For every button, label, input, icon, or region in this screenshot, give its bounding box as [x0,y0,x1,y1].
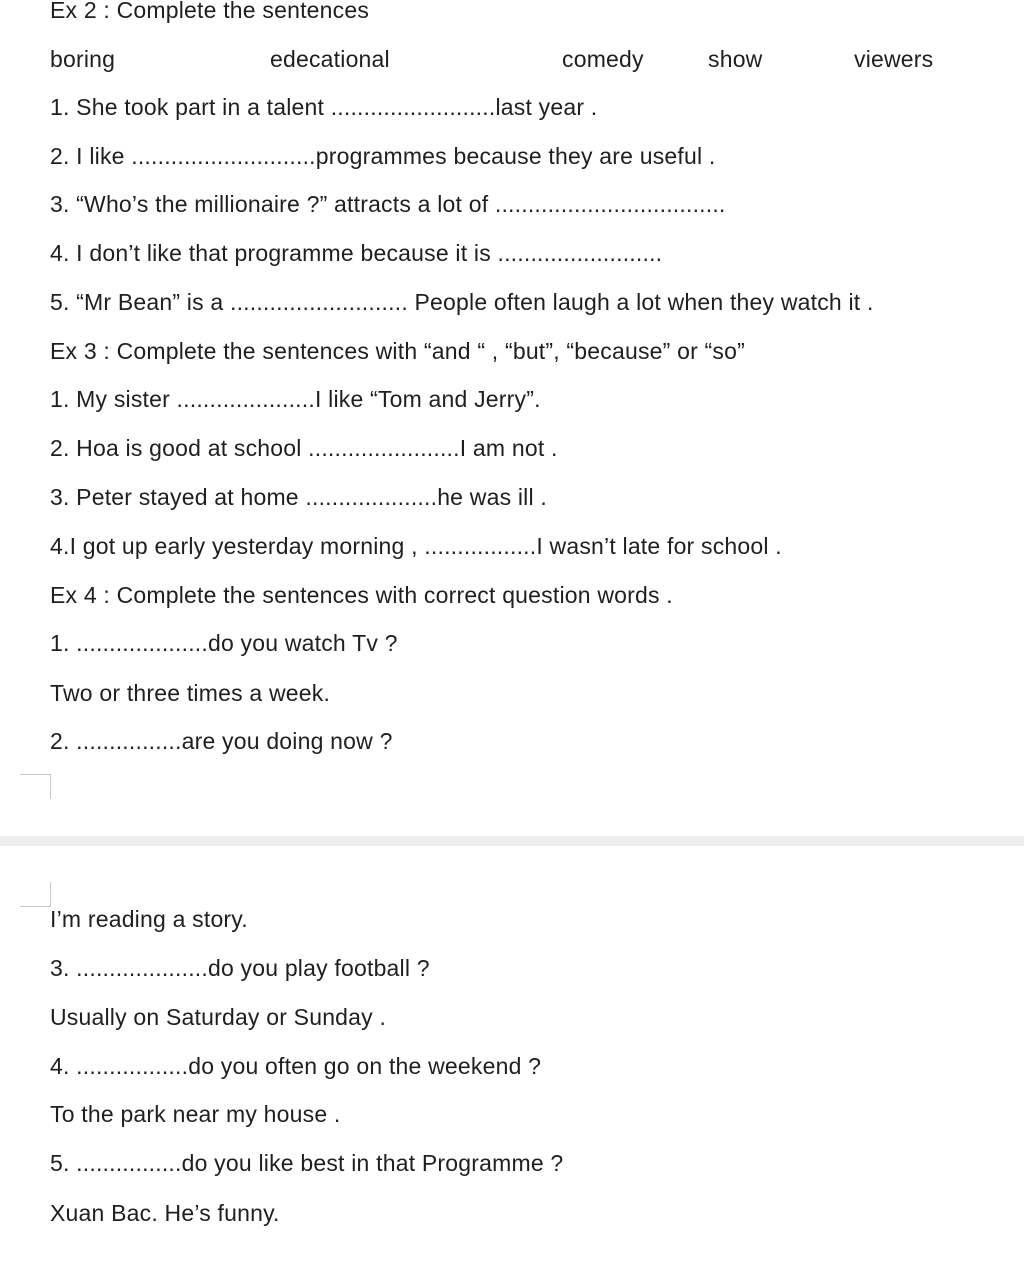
ex3-sentence: 3. Peter stayed at home ....................he was ill . [50,484,547,510]
ex3-sentence: 4.I got up early yesterday morning , .................I wasn’t late for school . [50,533,782,559]
ex2-sentence: 3. “Who’s the millionaire ?” attracts a lot of ................................... [50,191,726,217]
ex2-sentence: 5. “Mr Bean” is a ........................... People often laugh a lot when they watch it . [50,289,874,315]
word-bank-item: edecational [270,46,390,72]
ex4-line: 3. ....................do you play football ? [50,955,430,981]
word-bank-item: viewers [854,46,934,72]
ex4-line: Xuan Bac. He’s funny. [50,1200,280,1226]
page-corner-mark [20,774,51,799]
ex4-line: 4. .................do you often go on the weekend ? [50,1053,542,1079]
word-bank-item: comedy [562,46,644,72]
ex2-sentence: 2. I like ............................programmes because they are useful . [50,143,716,169]
ex4-line: To the park near my house . [50,1101,341,1127]
ex4-line: 1. ....................do you watch Tv ? [50,630,398,656]
ex2-title: Ex 2 : Complete the sentences [50,0,370,23]
document-page-2 [0,846,1024,1280]
word-bank-item: show [708,46,763,72]
ex2-sentence: 4. I don’t like that programme because it is ......................... [50,240,663,266]
ex4-title: Ex 4 : Complete the sentences with correct question words . [50,582,673,608]
ex4-line: Two or three times a week. [50,680,331,706]
ex4-line: I’m reading a story. [50,906,248,932]
ex3-sentence: 2. Hoa is good at school .......................I am not . [50,435,558,461]
word-bank-item: boring [50,46,116,72]
ex3-sentence: 1. My sister .....................I like “Tom and Jerry”. [50,386,541,412]
ex3-title: Ex 3 : Complete the sentences with “and “ , “but”, “because” or “so” [50,338,745,364]
ex2-sentence: 1. She took part in a talent .........................last year . [50,94,598,120]
ex4-line: 2. ................are you doing now ? [50,728,393,754]
page-corner-mark [20,882,51,907]
ex4-line: 5. ................do you like best in that Programme ? [50,1150,564,1176]
ex4-line: Usually on Saturday or Sunday . [50,1004,387,1030]
page-break [0,836,1024,846]
